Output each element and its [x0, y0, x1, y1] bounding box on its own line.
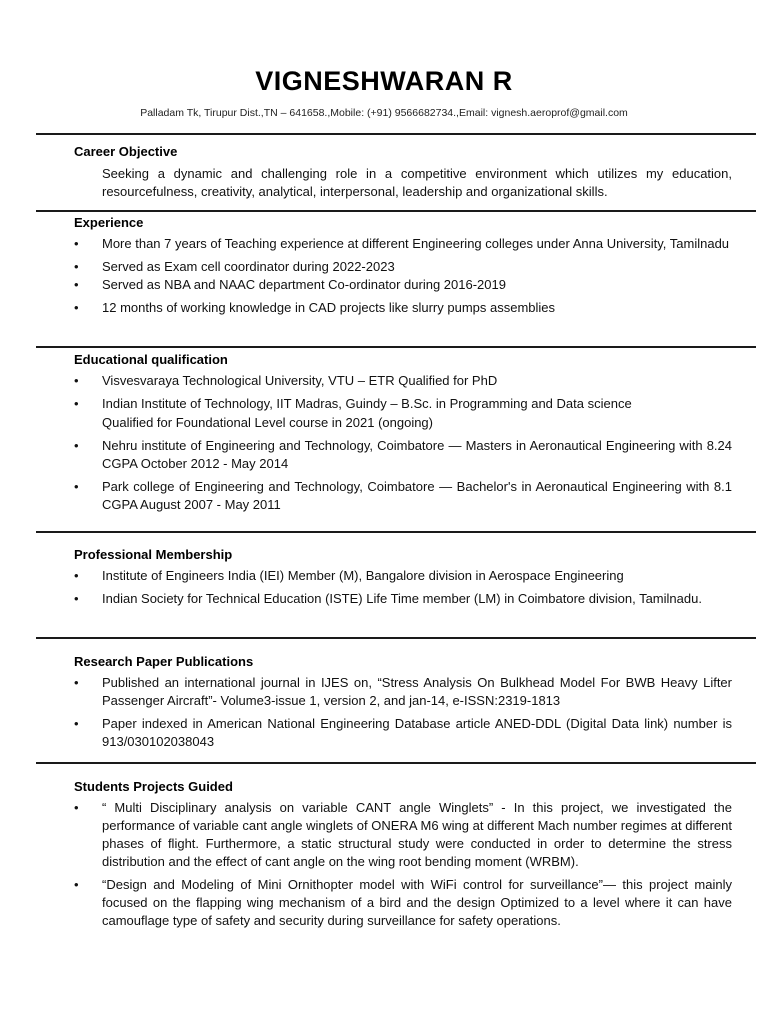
divider [36, 346, 756, 348]
bullet-icon: • [74, 259, 79, 274]
bullet-icon: • [74, 877, 79, 892]
publications-section [74, 653, 732, 756]
list-item: • Indian Institute of Technology, IIT Madras, Guindy – B.Sc. in Programming and Data science [74, 396, 632, 411]
bullet-icon: • [74, 568, 79, 583]
section-heading: Career Objective [74, 144, 178, 159]
membership-section [74, 546, 732, 613]
bullet-icon: • [74, 479, 79, 494]
list-item: • More than 7 years of Teaching experience at different Engineering colleges under Anna University, Tamilnadu [74, 236, 730, 251]
list-item: • “Design and Modeling of Mini Ornithopter model with WiFi control for surveillance”— this project mainly focused on the flapping wing mechanism of a bird and the design Optimized to a level where it can have camouflage type of safety and security during surveillance for safety operations. [74, 877, 732, 928]
bullet-icon: • [74, 438, 79, 453]
bullet-icon: • [74, 396, 79, 411]
list-item: • Visvesvaraya Technological University, VTU – ETR Qualified for PhD [74, 373, 498, 388]
divider [36, 637, 756, 639]
candidate-name: VIGNESHWARAN R [255, 66, 513, 96]
divider [36, 133, 756, 135]
section-heading: Students Projects Guided [74, 779, 233, 794]
section-heading: Professional Membership [74, 547, 233, 562]
divider [36, 531, 756, 533]
career-objective-text: Seeking a dynamic and challenging role in a competitive environment which utilizes my education, resourcefulness, creativity, analytical, interpersonal, leadership and organizational skills. [102, 166, 732, 199]
bullet-icon: • [74, 800, 79, 815]
list-item: • Served as Exam cell coordinator during 2022-2023 [74, 259, 395, 274]
list-item: • Paper indexed in American National Engineering Database article ANED-DDL (Digital Data link) number is 913/030102038043 [74, 716, 732, 749]
divider [36, 210, 756, 212]
bullet-icon: • [74, 373, 79, 388]
section-heading: Experience [74, 215, 144, 230]
bullet-icon: • [74, 300, 79, 315]
projects-list [74, 799, 732, 930]
education-list-continued [74, 437, 732, 514]
list-item: • Park college of Engineering and Technology, Coimbatore — Bachelor's in Aeronautical Engineering with 8.1 CGPA August 2007 - May 2011 [74, 479, 732, 512]
contact-line: Palladam Tk, Tirupur Dist.,TN – 641658.,Mobile: (+91) 9566682734.,Email: vignesh.aeroprof@gmail.com [140, 107, 628, 119]
divider [36, 762, 756, 764]
list-item: • Served as NBA and NAAC department Co-ordinator during 2016-2019 [74, 277, 506, 292]
bullet-icon: • [74, 236, 79, 251]
bullet-icon: • [74, 716, 79, 731]
projects-section [74, 778, 732, 935]
list-item: • Indian Society for Technical Education (ISTE) Life Time member (LM) in Coimbatore division, Tamilnadu. [74, 591, 702, 606]
membership-list [74, 567, 732, 608]
education-list [74, 372, 732, 413]
bullet-icon: • [74, 277, 79, 292]
bullet-icon: • [74, 591, 79, 606]
iit-course-status: Qualified for Foundational Level course in 2021 (ongoing) [102, 415, 433, 430]
list-item: • 12 months of working knowledge in CAD projects like slurry pumps assemblies [74, 300, 556, 315]
list-item: • Published an international journal in IJES on, “Stress Analysis On Bulkhead Model For BWB Heavy Lifter Passenger Aircraft”- Volume3-issue 1, version 2, and jan-14, e-ISSN:2319-1813 [74, 675, 732, 708]
bullet-icon: • [74, 675, 79, 690]
experience-list [74, 235, 732, 317]
career-objective-section [74, 143, 732, 201]
list-item: • Nehru institute of Engineering and Technology, Coimbatore — Masters in Aeronautical Engineering with 8.24 CGPA October 2012 - May 2014 [74, 438, 732, 471]
section-heading: Educational qualification [74, 352, 228, 367]
experience-section [74, 214, 732, 322]
list-item: • “ Multi Disciplinary analysis on variable CANT angle Winglets” - In this project, we investigated the performance of variable cant angle winglets of ONERA M6 wing at different Mach number regimes at different phases of flight. Furthermore, a static structural study were conducted in order to determine the stress distribution and the effect of cant angle on the wing root bending moment (WRBM). [74, 800, 732, 869]
list-item: • Institute of Engineers India (IEI) Member (M), Bangalore division in Aerospace Engineering [74, 568, 624, 583]
publications-list [74, 674, 732, 751]
education-section [74, 351, 732, 519]
section-heading: Research Paper Publications [74, 654, 254, 669]
